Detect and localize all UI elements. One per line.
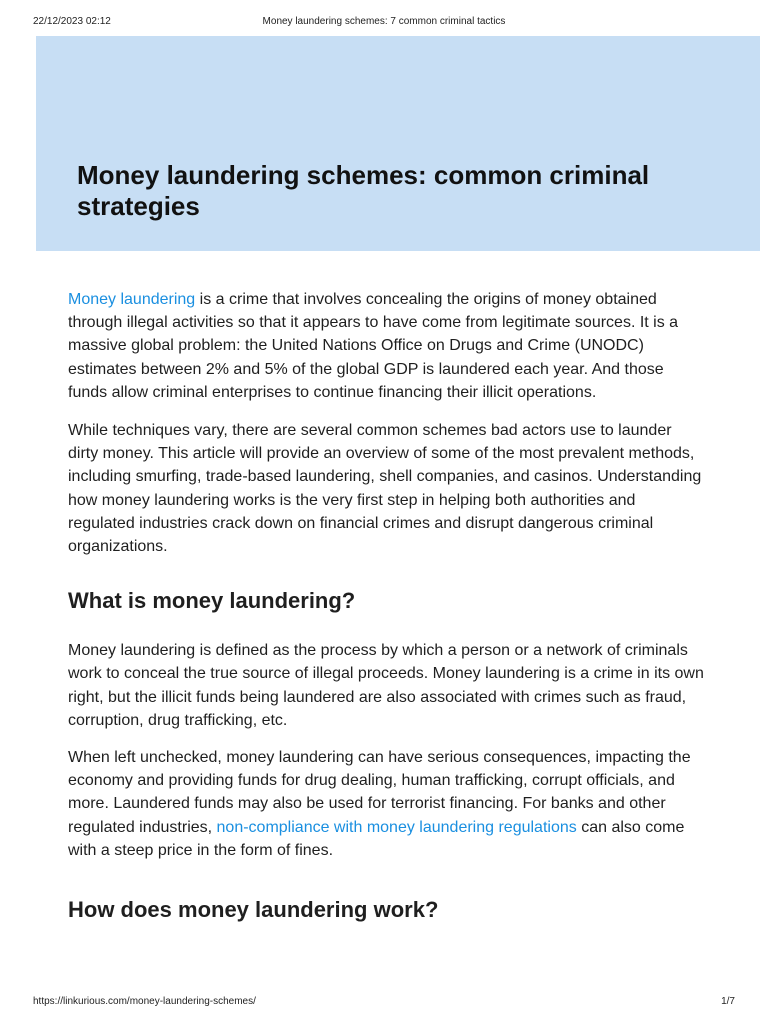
- consequences-text-before: When left unchecked, money laundering can have serious consequences, impacting the economy and providing funds for drug dealing, human trafficking, corrupt officials, and more. Laundered funds may also be used for terrorist financing. For banks and other regulated industries,: [68, 749, 691, 836]
- print-page-title: Money laundering schemes: 7 common criminal tactics: [262, 16, 506, 27]
- consequences-text-after: can also come with a steep price in the form of fines.: [68, 818, 685, 859]
- non-compliance-link[interactable]: non-compliance with money laundering regulations: [216, 818, 577, 836]
- page-url: https://linkurious.com/money-laundering-schemes/: [33, 996, 256, 1007]
- definition-paragraph: Money laundering is defined as the process by which a person or a network of criminals work to conceal the true source of illegal proceeds. Money laundering is a crime in its own right, but the illicit funds being laundered are also associated with crimes such as fraud, corruption, drug trafficking, etc.: [68, 642, 704, 729]
- print-header: [33, 16, 735, 30]
- print-footer: [33, 996, 735, 1010]
- consequences-paragraph: [68, 746, 704, 862]
- hero-banner: [36, 36, 760, 251]
- page-number: 1/7: [721, 996, 735, 1007]
- article-body: [68, 288, 704, 924]
- intro-paragraph: [68, 288, 704, 404]
- section-heading-what-is: What is money laundering?: [68, 588, 356, 614]
- article-title: Money laundering schemes: common criminal strategies: [77, 160, 650, 221]
- section-heading-how-it-works: How does money laundering work?: [68, 897, 439, 923]
- overview-paragraph: While techniques vary, there are several common schemes bad actors use to launder dirty money. This article will provide an overview of some of the most prevalent methods, including smurfing, trade-based laundering, shell companies, and casinos. Understanding how money laundering works is the very first step in helping both authorities and regulated industries crack down on financial crimes and disrupt dangerous criminal organizations.: [68, 422, 702, 556]
- money-laundering-link[interactable]: Money laundering: [68, 291, 196, 308]
- intro-text: is a crime that involves concealing the origins of money obtained through illegal activities so that it appears to have come from legitimate sources. It is a massive global problem: the United Nations Office on Drugs and Crime (UNODC) estimates between 2% and 5% of the global GDP is laundered each year. And those funds allow criminal enterprises to continue financing their illicit operations.: [68, 291, 679, 401]
- print-datetime: 22/12/2023 02:12: [33, 16, 111, 27]
